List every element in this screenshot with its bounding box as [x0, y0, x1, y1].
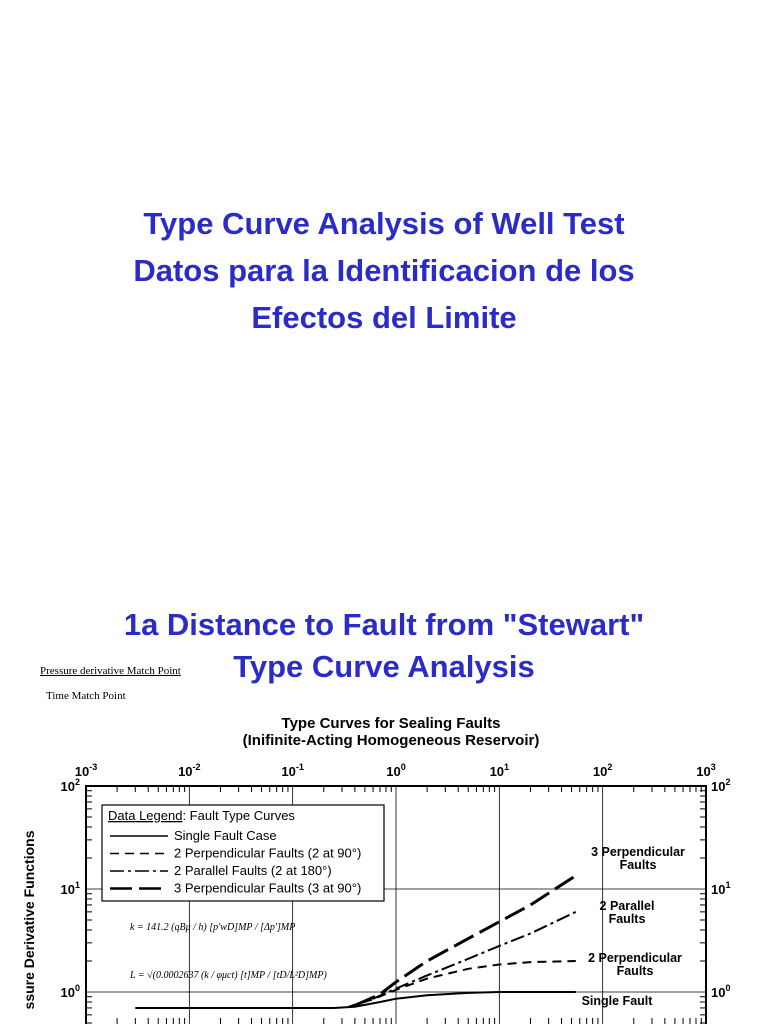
- chart-subtitle: (Inifinite-Acting Homogeneous Reservoir): [242, 732, 540, 749]
- title-line: Datos para la Identificacion de los: [133, 253, 635, 288]
- type-curve-chart: [0, 700, 768, 1024]
- y-tick-label-left: $10^0$: [60, 983, 80, 1000]
- x-tick-label: $10^0$: [386, 762, 406, 779]
- legend-entry-label: Single Fault Case: [174, 828, 277, 843]
- y-tick-label-right: $10^0$: [711, 983, 731, 1000]
- legend-entry-label: 2 Parallel Faults (2 at 180°): [174, 863, 332, 878]
- legend-entry-label: 3 Perpendicular Faults (3 at 90°): [174, 880, 362, 896]
- y-tick-label-right: $10^2$: [711, 777, 731, 794]
- title-line: Type Curve Analysis of Well Test: [143, 206, 625, 241]
- chart-title: Type Curves for Sealing Faults: [281, 715, 501, 732]
- x-tick-label: $10^{-2}$: [178, 762, 201, 779]
- series-line: [355, 876, 576, 1006]
- curve-label: 2 Perpendicular: [588, 951, 682, 965]
- distance-equation: L = √(0.0002637 (k / φμct) [t]MP / [tD/L²D]MP): [130, 970, 327, 981]
- x-tick-label: $10^{-3}$: [74, 762, 98, 779]
- curve-label: 3 Perpendicular: [591, 845, 685, 859]
- subtitle-line: 1a Distance to Fault from "Stewart": [123, 607, 645, 642]
- legend-entry-label: 2 Perpendicular Faults (2 at 90°): [174, 845, 362, 861]
- x-tick-label: $10^{-1}$: [281, 762, 304, 779]
- curve-label: Single Fault: [581, 994, 653, 1008]
- subtitle-line: Type Curve Analysis: [233, 649, 535, 684]
- x-tick-label: $10^1$: [489, 762, 510, 779]
- title-line: Efectos del Limite: [251, 300, 517, 335]
- y-tick-label-left: $10^2$: [60, 777, 80, 794]
- y-tick-label-left: $10^1$: [60, 880, 80, 897]
- legend: [102, 805, 384, 901]
- curve-label: Faults: [619, 858, 657, 872]
- curve-labels: [582, 845, 685, 1008]
- permeability-equation: k = 141.2 (qBμ / h) [p'wD]MP / [Δp']MP: [130, 922, 296, 933]
- curve-label: Faults: [616, 964, 654, 978]
- x-tick-label: $10^3$: [696, 762, 716, 779]
- pressure-match-note: Pressure derivative Match Point: [40, 665, 181, 677]
- series-line: [349, 961, 576, 1007]
- time-match-note: Time Match Point: [46, 690, 126, 702]
- legend-title: Data Legend: Fault Type Curves: [108, 808, 295, 823]
- x-tick-label: $10^2$: [592, 762, 613, 779]
- y-tick-label-right: $10^1$: [711, 880, 731, 897]
- curve-label: 2 Parallel: [599, 899, 655, 913]
- y-axis-label: ssure Derivative Functions: [21, 830, 37, 1010]
- curve-label: Faults: [608, 912, 646, 926]
- slide-title: [0, 200, 768, 341]
